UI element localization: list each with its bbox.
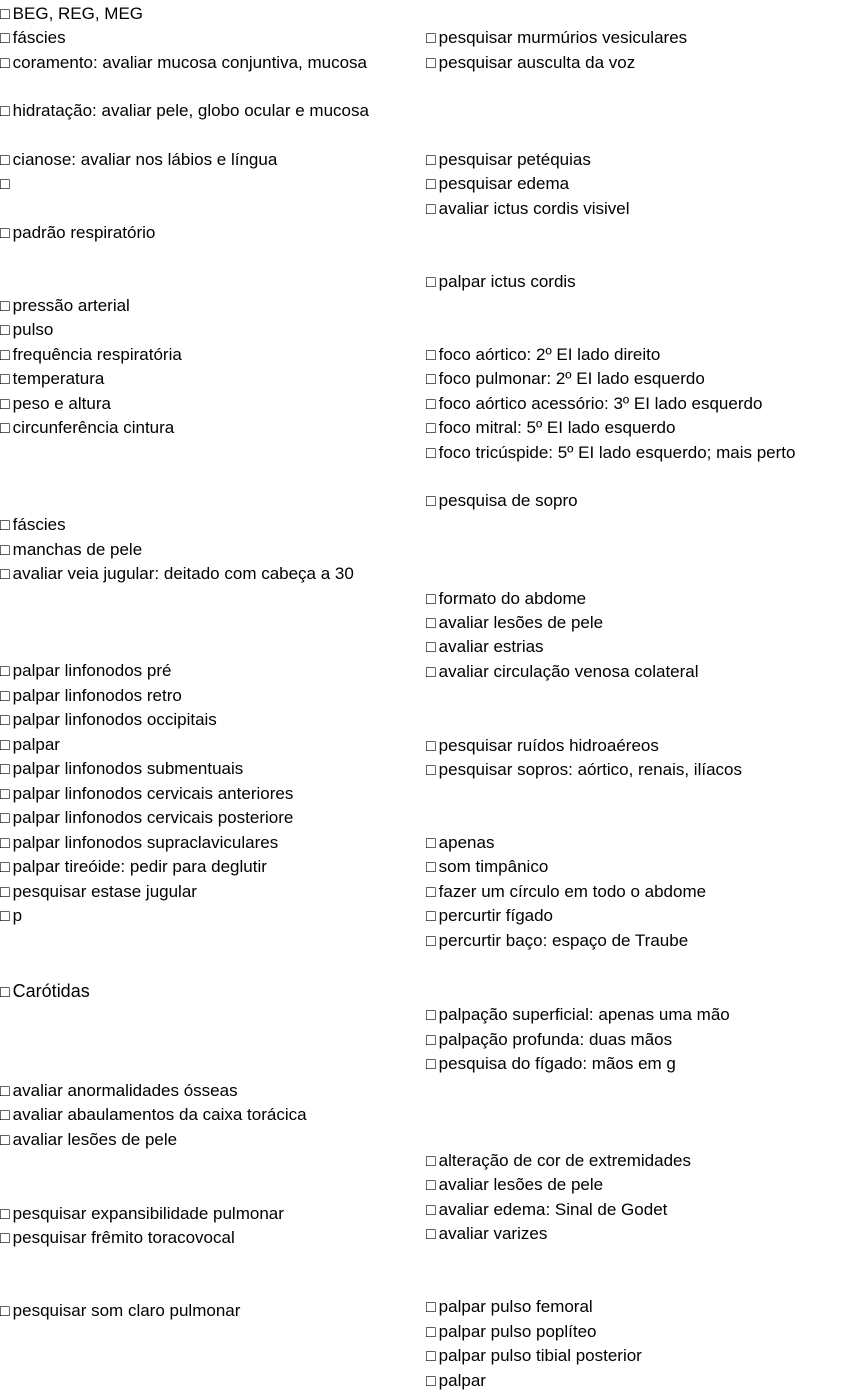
right-list-item <box>426 1175 603 1196</box>
missing-glyph-icon: □ <box>426 738 436 755</box>
missing-glyph-icon: □ <box>426 176 436 193</box>
left-list-item <box>0 418 174 439</box>
left-list-item-text: avaliar veia jugular: deitado com cabeça a 30 <box>12 564 354 583</box>
missing-glyph-icon: □ <box>426 933 436 950</box>
right-list-item-text: foco aórtico: 2º EI lado direito <box>438 345 661 364</box>
right-list-item-text: pesquisar petéquias <box>438 150 591 169</box>
missing-glyph-icon: □ <box>426 1202 436 1219</box>
missing-glyph-icon: □ <box>0 152 10 169</box>
right-list-item <box>426 1054 676 1075</box>
missing-glyph-icon: □ <box>426 493 436 510</box>
left-list-item-text: palpar linfonodos occipitais <box>12 710 217 729</box>
right-list-item <box>426 369 705 390</box>
left-list-item <box>0 759 243 780</box>
right-list-item <box>426 28 687 49</box>
missing-glyph-icon: □ <box>0 55 10 72</box>
right-list-item-text: pesquisar ruídos hidroaéreos <box>438 736 659 755</box>
right-list-item <box>426 199 630 220</box>
left-list-item <box>0 981 90 1003</box>
missing-glyph-icon: □ <box>426 1032 436 1049</box>
right-list-item <box>426 833 494 854</box>
left-list-item-text: pulso <box>12 320 54 339</box>
missing-glyph-icon: □ <box>0 1230 10 1247</box>
left-list-item <box>0 1081 238 1102</box>
right-list-item-text: palpar pulso femoral <box>438 1297 593 1316</box>
left-list-item-text: avaliar anormalidades ósseas <box>12 1081 238 1100</box>
left-list-item <box>0 345 182 366</box>
right-list-item-text: pesquisa de sopro <box>438 491 578 510</box>
missing-glyph-icon: □ <box>426 55 436 72</box>
missing-glyph-icon: □ <box>426 201 436 218</box>
left-list-item-text: avaliar lesões de pele <box>12 1130 178 1149</box>
left-list-item <box>0 1130 177 1151</box>
left-list-item <box>0 223 155 244</box>
missing-glyph-icon: □ <box>426 1348 436 1365</box>
left-list-item-text: temperatura <box>12 369 105 388</box>
right-list-item <box>426 345 660 366</box>
left-list-item-text: palpar linfonodos cervicais anteriores <box>12 784 294 803</box>
missing-glyph-icon: □ <box>426 591 436 608</box>
left-list-item <box>0 1204 284 1225</box>
right-list-item-text: palpar <box>438 1371 486 1390</box>
right-list-item-text: palpação superficial: apenas uma mão <box>438 1005 730 1024</box>
left-list-item-text: hidratação: avaliar pele, globo ocular e mucosa <box>12 101 369 120</box>
right-list-item <box>426 174 569 195</box>
right-list-item-text: pesquisar murmúrios vesiculares <box>438 28 688 47</box>
left-list-item-text: pressão arterial <box>12 296 130 315</box>
left-list-item-text: Carótidas <box>12 981 90 1001</box>
missing-glyph-icon: □ <box>0 371 10 388</box>
left-list-item <box>0 808 293 829</box>
missing-glyph-icon: □ <box>0 1107 10 1124</box>
left-list-item <box>0 1105 307 1126</box>
missing-glyph-icon: □ <box>426 908 436 925</box>
right-list-item-text: pesquisar sopros: aórtico, renais, ilíacos <box>438 760 742 779</box>
missing-glyph-icon: □ <box>0 396 10 413</box>
right-list-item <box>426 857 548 878</box>
missing-glyph-icon: □ <box>0 1303 10 1320</box>
missing-glyph-icon: □ <box>426 1373 436 1390</box>
missing-glyph-icon: □ <box>0 347 10 364</box>
missing-glyph-icon: □ <box>0 225 10 242</box>
right-list-item <box>426 589 586 610</box>
right-list-item <box>426 736 659 757</box>
left-list-item-text: palpar linfonodos retro <box>12 686 182 705</box>
right-list-item <box>426 1030 672 1051</box>
right-list-item <box>426 931 688 952</box>
missing-glyph-icon: □ <box>0 542 10 559</box>
left-list-item <box>0 515 66 536</box>
missing-glyph-icon: □ <box>0 420 10 437</box>
left-list-item-text: pesquisar frêmito toracovocal <box>12 1228 235 1247</box>
missing-glyph-icon: □ <box>0 1206 10 1223</box>
left-list-item <box>0 906 22 927</box>
right-list-item-text: fazer um círculo em todo o abdome <box>438 882 707 901</box>
missing-glyph-icon: □ <box>0 737 10 754</box>
missing-glyph-icon: □ <box>426 1226 436 1243</box>
left-list-item-text: BEG, REG, MEG <box>12 4 144 23</box>
left-list-item <box>0 150 277 171</box>
missing-glyph-icon: □ <box>426 859 436 876</box>
missing-glyph-icon: □ <box>426 396 436 413</box>
left-list-item-text: coramento: avaliar mucosa conjuntiva, mucosa <box>12 53 368 72</box>
missing-glyph-icon: □ <box>0 810 10 827</box>
left-list-item <box>0 686 182 707</box>
right-list-item-text: pesquisa do fígado: mãos em g <box>438 1054 676 1073</box>
left-list-item-text: palpar linfonodos pré <box>12 661 172 680</box>
right-list-item-text: palpar ictus cordis <box>438 272 576 291</box>
missing-glyph-icon: □ <box>426 347 436 364</box>
missing-glyph-icon: □ <box>0 103 10 120</box>
missing-glyph-icon: □ <box>0 322 10 339</box>
left-list-item <box>0 735 60 756</box>
missing-glyph-icon: □ <box>0 786 10 803</box>
missing-glyph-icon: □ <box>426 1299 436 1316</box>
missing-glyph-icon: □ <box>0 663 10 680</box>
right-list-item-text: formato do abdome <box>438 589 587 608</box>
left-list-item <box>0 53 367 74</box>
left-list-item <box>0 28 66 49</box>
right-list-item <box>426 662 699 683</box>
right-list-item-text: palpação profunda: duas mãos <box>438 1030 673 1049</box>
left-list-item-text: circunferência cintura <box>12 418 175 437</box>
left-list-item-text: pesquisar expansibilidade pulmonar <box>12 1204 284 1223</box>
right-list-item-text: palpar pulso tibial posterior <box>438 1346 642 1365</box>
missing-glyph-icon: □ <box>426 639 436 656</box>
missing-glyph-icon: □ <box>0 984 10 1001</box>
right-list-item <box>426 906 553 927</box>
right-list-item-text: som timpânico <box>438 857 549 876</box>
right-list-item-text: foco mitral: 5º EI lado esquerdo <box>438 418 676 437</box>
right-list-item-text: foco aórtico acessório: 3º EI lado esquerdo <box>438 394 763 413</box>
left-list-item <box>0 564 354 585</box>
missing-glyph-icon: □ <box>426 274 436 291</box>
missing-glyph-icon: □ <box>426 664 436 681</box>
right-list-item <box>426 491 578 512</box>
missing-glyph-icon: □ <box>426 1177 436 1194</box>
missing-glyph-icon: □ <box>426 420 436 437</box>
left-list-item-text: palpar tireóide: pedir para deglutir <box>12 857 267 876</box>
right-list-item-text: avaliar edema: Sinal de Godet <box>438 1200 668 1219</box>
right-list-item-text: palpar pulso poplíteo <box>438 1322 597 1341</box>
missing-glyph-icon: □ <box>0 176 10 193</box>
right-list-item-text: avaliar lesões de pele <box>438 613 604 632</box>
right-list-item <box>426 443 795 464</box>
left-list-item <box>0 101 369 122</box>
left-list-item <box>0 369 104 390</box>
right-list-item <box>426 1151 691 1172</box>
right-list-item <box>426 150 591 171</box>
left-list-item-text: avaliar abaulamentos da caixa torácica <box>12 1105 307 1124</box>
missing-glyph-icon: □ <box>0 884 10 901</box>
right-list-item-text: apenas <box>438 833 495 852</box>
missing-glyph-icon: □ <box>0 908 10 925</box>
missing-glyph-icon: □ <box>0 517 10 534</box>
missing-glyph-icon: □ <box>0 859 10 876</box>
right-list-item <box>426 1346 642 1367</box>
right-list-item-text: foco tricúspide: 5º EI lado esquerdo; mais perto <box>438 443 796 462</box>
missing-glyph-icon: □ <box>426 1153 436 1170</box>
left-list-item <box>0 857 267 878</box>
right-list-item-text: avaliar ictus cordis visivel <box>438 199 630 218</box>
right-list-item-text: foco pulmonar: 2º EI lado esquerdo <box>438 369 705 388</box>
left-list-item-text: palpar linfonodos supraclaviculares <box>12 833 279 852</box>
right-list-item-text: avaliar varizes <box>438 1224 548 1243</box>
missing-glyph-icon: □ <box>0 761 10 778</box>
missing-glyph-icon: □ <box>0 835 10 852</box>
left-list-item <box>0 1228 235 1249</box>
left-list-item <box>0 4 143 25</box>
left-list-item <box>0 174 13 195</box>
missing-glyph-icon: □ <box>426 1007 436 1024</box>
right-list-item <box>426 1322 597 1343</box>
missing-glyph-icon: □ <box>426 1056 436 1073</box>
missing-glyph-icon: □ <box>0 566 10 583</box>
right-list-item <box>426 1224 547 1245</box>
left-list-item <box>0 784 293 805</box>
right-list-item-text: percurtir baço: espaço de Traube <box>438 931 689 950</box>
right-list-item <box>426 1297 593 1318</box>
left-list-item <box>0 296 130 317</box>
missing-glyph-icon: □ <box>426 884 436 901</box>
missing-glyph-icon: □ <box>0 712 10 729</box>
missing-glyph-icon: □ <box>426 371 436 388</box>
missing-glyph-icon: □ <box>426 152 436 169</box>
missing-glyph-icon: □ <box>426 835 436 852</box>
right-list-item-text: avaliar estrias <box>438 637 544 656</box>
left-list-item-text: palpar linfonodos cervicais posteriore <box>12 808 294 827</box>
missing-glyph-icon: □ <box>0 6 10 23</box>
missing-glyph-icon: □ <box>0 30 10 47</box>
right-list-item <box>426 53 635 74</box>
left-list-item <box>0 833 278 854</box>
left-list-item-text: padrão respiratório <box>12 223 156 242</box>
left-list-item <box>0 320 53 341</box>
left-list-item <box>0 1301 240 1322</box>
left-list-item-text: frequência respiratória <box>12 345 182 364</box>
right-list-item <box>426 882 706 903</box>
right-list-item <box>426 394 762 415</box>
left-list-item <box>0 710 217 731</box>
missing-glyph-icon: □ <box>426 615 436 632</box>
left-list-item-text: palpar linfonodos submentuais <box>12 759 244 778</box>
right-list-item-text: pesquisar ausculta da voz <box>438 53 636 72</box>
missing-glyph-icon: □ <box>0 688 10 705</box>
left-list-item-text: peso e altura <box>12 394 111 413</box>
left-column <box>0 0 420 1393</box>
left-list-item-text: pesquisar estase jugular <box>12 882 197 901</box>
left-list-item-text: pesquisar som claro pulmonar <box>12 1301 241 1320</box>
right-list-item <box>426 272 576 293</box>
right-list-item <box>426 1005 730 1026</box>
missing-glyph-icon: □ <box>426 1324 436 1341</box>
right-list-item <box>426 1371 486 1392</box>
missing-glyph-icon: □ <box>0 298 10 315</box>
missing-glyph-icon: □ <box>426 445 436 462</box>
right-list-item-text: percurtir fígado <box>438 906 554 925</box>
right-list-item <box>426 418 675 439</box>
right-list-item-text: alteração de cor de extremidades <box>438 1151 691 1170</box>
missing-glyph-icon: □ <box>426 30 436 47</box>
right-list-item-text: avaliar circulação venosa colateral <box>438 662 699 681</box>
left-list-item <box>0 394 111 415</box>
left-list-item-text: fáscies <box>12 515 66 534</box>
left-list-item-text: cianose: avaliar nos lábios e língua <box>12 150 278 169</box>
right-column <box>426 0 841 1393</box>
right-list-item <box>426 1200 667 1221</box>
left-list-item <box>0 540 142 561</box>
right-list-item <box>426 613 603 634</box>
left-list-item-text: palpar <box>12 735 60 754</box>
right-list-item-text: pesquisar edema <box>438 174 570 193</box>
right-list-item <box>426 637 544 658</box>
right-list-item-text: avaliar lesões de pele <box>438 1175 604 1194</box>
right-list-item <box>426 760 742 781</box>
left-list-item-text: fáscies <box>12 28 66 47</box>
left-list-item-text: p <box>12 906 23 925</box>
left-list-item-text: manchas de pele <box>12 540 143 559</box>
missing-glyph-icon: □ <box>426 762 436 779</box>
missing-glyph-icon: □ <box>0 1132 10 1149</box>
left-list-item <box>0 882 197 903</box>
left-list-item <box>0 661 171 682</box>
missing-glyph-icon: □ <box>0 1083 10 1100</box>
